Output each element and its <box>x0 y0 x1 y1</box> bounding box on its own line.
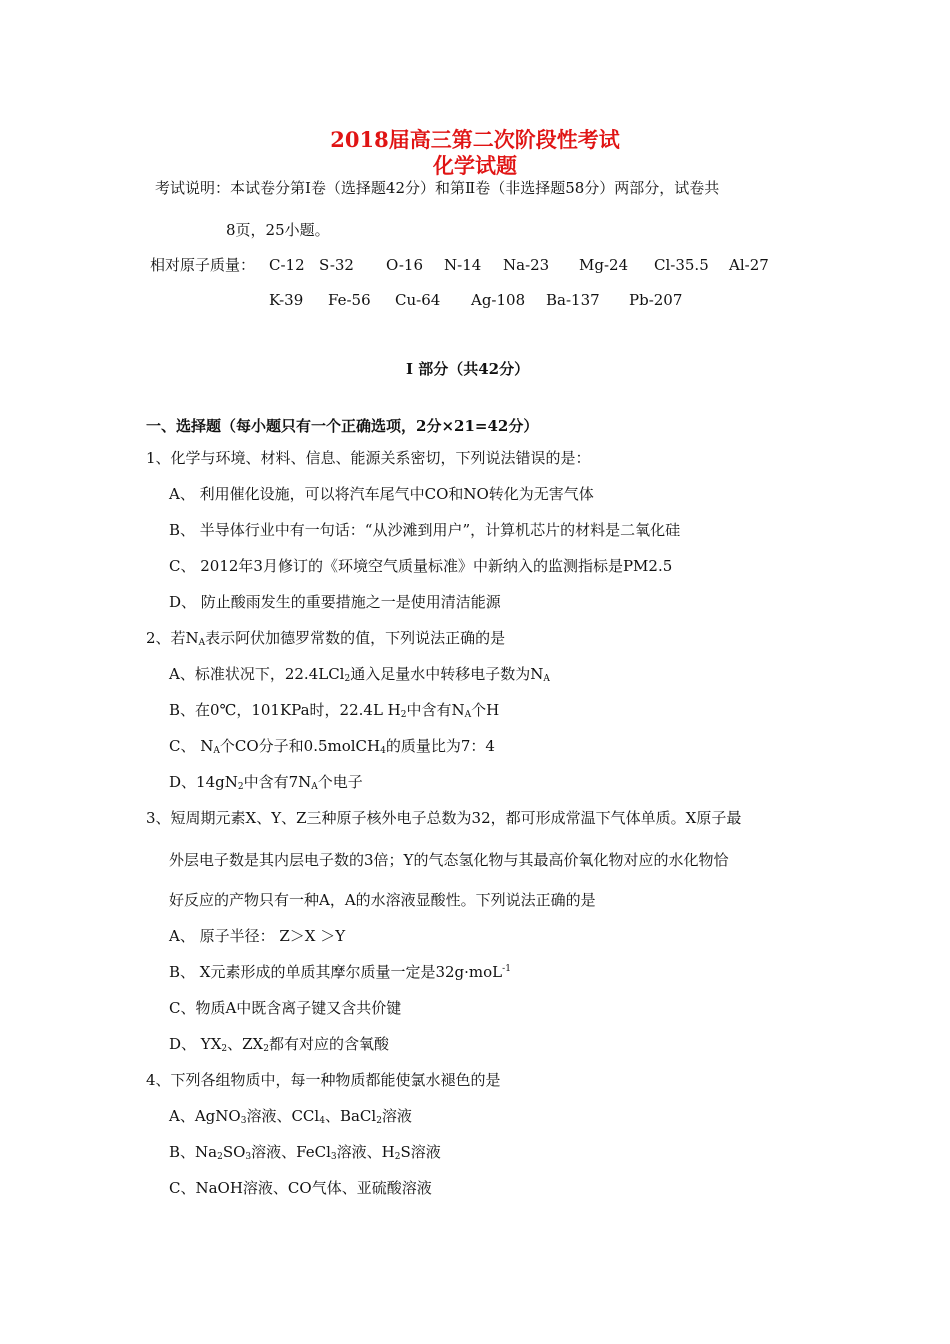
question-1-option-c: C、 2012年3月修订的《环境空气质量标准》中新纳入的监测指标是PM2.5 <box>169 557 673 575</box>
question-1-option-d: D、 防止酸雨发生的重要措施之一是使用清洁能源 <box>169 593 501 611</box>
question-3-option-c: C、物质A中既含离子键又含共价键 <box>169 999 402 1017</box>
atomic-mass-value: C-12 <box>269 256 305 274</box>
atomic-mass-value: O-16 <box>386 256 424 274</box>
question-1-option-b: B、 半导体行业中有一句话：“从沙滩到用户”，计算机芯片的材料是二氧化硅 <box>169 521 681 539</box>
atomic-mass-value: Ba-137 <box>546 291 600 309</box>
atomic-mass-value: Al-27 <box>729 256 769 274</box>
question-4-option-c: C、NaOH溶液、CO气体、亚硫酸溶液 <box>169 1179 432 1197</box>
exam-instructions-cont: 8页，25小题。 <box>226 221 330 239</box>
atomic-mass-value: K-39 <box>269 291 304 309</box>
question-2-stem: 2、若$N_A$表示阿伏加德罗常数的值，下列说法正确的是 <box>146 629 506 648</box>
question-3-option-a: A、 原子半径： Z＞X ＞Y <box>169 927 346 945</box>
atomic-mass-value: Fe-56 <box>328 291 371 309</box>
question-4-option-b: B、$Na_2SO_3$溶液、FeCl$_3$溶液、$H_2S$溶液 <box>169 1143 441 1162</box>
exam-subtitle: 化学试题 <box>433 153 517 178</box>
exam-instructions: 考试说明：本试卷分第Ⅰ卷（选择题42分）和第Ⅱ卷（非选择题58分）两部分，试卷共 <box>155 179 720 197</box>
question-3-stem-cont: 好反应的产物只有一种A，A的水溶液显酸性。下列说法正确的是 <box>169 891 596 909</box>
question-2-option-b: B、在0℃，101KPa时，22.4L $H_2$中含有$N_A$个H <box>169 701 500 720</box>
atomic-mass-value: S-32 <box>319 256 354 274</box>
question-4-option-a: A、AgNO$_3$溶液、CCl$_4$、BaCl$_2$溶液 <box>169 1107 412 1126</box>
question-2-option-c: C、 $N_A$个CO分子和0.5molCH$_4$的质量比为7：4 <box>169 737 495 756</box>
section-heading: 一、选择题（每小题只有一个正确选项，2分×21=42分） <box>146 417 539 435</box>
part-heading: Ⅰ 部分（共42分） <box>406 360 530 378</box>
atomic-mass-value: Ag-108 <box>471 291 526 309</box>
atomic-mass-value: N-14 <box>444 256 482 274</box>
question-4-stem: 4、下列各组物质中，每一种物质都能使氯水褪色的是 <box>146 1071 501 1089</box>
exam-title: 2018届高三第二次阶段性考试 <box>330 127 620 152</box>
question-3-option-b: B、 X元素形成的单质其摩尔质量一定是32g·moL$^{-1}$ <box>169 963 511 981</box>
question-3-stem: 3、短周期元素X、Y、Z三种原子核外电子总数为32，都可形成常温下气体单质。X原子最 <box>146 809 742 827</box>
atomic-mass-label: 相对原子质量： <box>150 256 256 274</box>
question-3-option-d: D、 $YX_2$、$ZX_2$都有对应的含氧酸 <box>169 1035 389 1054</box>
atomic-mass-value: Pb-207 <box>629 291 683 309</box>
question-2-option-a: A、标准状况下，22.4LCl$_2$通入足量水中转移电子数为$N_A$ <box>169 665 550 684</box>
atomic-mass-value: Cl-35.5 <box>654 256 709 274</box>
question-1-option-a: A、 利用催化设施，可以将汽车尾气中CO和NO转化为无害气体 <box>169 485 594 503</box>
question-2-option-d: D、$14gN_2$中含有$7N_A$个电子 <box>169 773 363 792</box>
atomic-mass-value: Cu-64 <box>395 291 441 309</box>
question-3-stem-cont: 外层电子数是其内层电子数的3倍；Y的气态氢化物与其最高价氧化物对应的水化物恰 <box>169 851 729 869</box>
question-1-stem: 1、化学与环境、材料、信息、能源关系密切，下列说法错误的是： <box>146 449 591 467</box>
atomic-mass-value: Na-23 <box>503 256 550 274</box>
atomic-mass-value: Mg-24 <box>579 256 629 274</box>
